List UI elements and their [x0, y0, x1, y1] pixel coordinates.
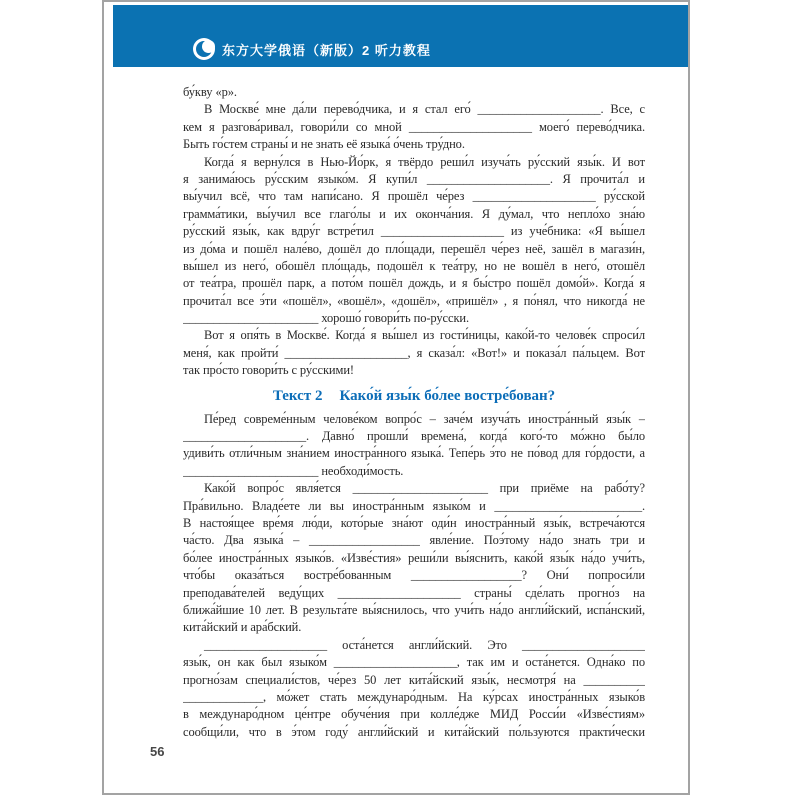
text-line: ______________________ хорошо́ говори́ть по-ру́сски. [183, 311, 470, 326]
book-page [102, 0, 690, 795]
text-line: прогно́зам специали́стов, че́рез 50 лет кита́йский язы́к, несмотря́ на __________ [183, 672, 645, 687]
section-heading-title: Како́й язы́к бо́лее востре́бован? [339, 387, 556, 404]
text-line: вы́учил всё, что там напи́сано. Я прошёл че́рез ____________________ ру́сской [183, 189, 645, 204]
text-line: Пра́вильно. Владе́ете ли вы иностра́нным языко́м и ________________________. [183, 498, 645, 513]
text-line: преподава́телей веду́щих ____________________ страны́ сде́лать прогно́з на [183, 585, 645, 600]
page-text-content [183, 84, 645, 741]
text-line: сообщи́ли, что в э́том году́ англи́йский и кита́йский по́льзуются практи́чески [183, 724, 645, 739]
text-line: ______________________ необходи́мость. [183, 463, 404, 478]
text-line: ру́сский язы́к, как вдру́г встре́тил ____________________ из уче́бника: «Я вы́шел [183, 224, 645, 239]
text-line: что́бы оказа́ться востре́бованным __________________? Они́ попроси́ли [183, 568, 645, 583]
text-line: Быть го́стем страны́ и не знать её языка́ о́чень тру́дно. [183, 137, 465, 152]
section-heading [183, 383, 645, 409]
book-series-title: 东方大学俄语（新版）2 听力教程 [222, 43, 431, 58]
text-line: кем я разгова́ривал, говори́ли со мной ____________________ моего́ перево́дчика. [183, 119, 645, 134]
text-line: я занима́юсь ру́сским языко́м. Я купи́л ____________________. Я прочита́л и [183, 171, 645, 186]
text-line: от теа́тра, прошёл парк, а пото́м пошёл дождь, и я бы́стро пошёл домо́й». Когда́ я [183, 276, 645, 291]
text-line: кита́йский и ара́бский. [183, 620, 302, 635]
text-line: Когда́ я верну́лся в Нью-Йо́рк, я твёрдо реши́л изуча́ть ру́сский язы́к. И вот [204, 154, 645, 169]
text-line: бо́лее иностра́нных языко́в. «Изве́стия» реши́ли вы́яснить, како́й язы́к на́до учи́ть, [183, 550, 645, 565]
text-line: меня́, как пройти́ ____________________, я сказа́л: «Вот!» и показа́л па́льцем. Вот [183, 345, 645, 360]
text1-passage [183, 84, 645, 380]
text-line: _____________, мо́жет стать междунаро́дным. На ку́рсах иностра́нных языко́в [183, 689, 645, 704]
text-line: грамма́тики, вы́учил все глаго́лы и их оконча́ния. Я ду́мал, что непло́хо зна́ю [183, 206, 645, 221]
text-line: удиви́ть отли́чным зна́нием иностра́нного языка́. Тепе́рь э́то не по́вод для го́рдости, а [183, 446, 645, 461]
text-line: вы́шел из него́, обошёл пло́щадь, подошёл к теа́тру, но не вошёл в него́, отошёл [183, 258, 645, 273]
page-number: 56 [150, 744, 165, 759]
text-line: Вот я опя́ть в Москве́. Когда́ я вы́шел из гости́ницы, како́й-то челове́к спроси́л [204, 328, 645, 343]
crescent-moon-logo-icon [193, 38, 215, 60]
text-line: ближа́йшие 10 лет. В результа́те вы́яснилось, что учи́ть на́до англи́йский, испа́нский, [183, 602, 645, 617]
text2-passage [183, 411, 645, 741]
logo-crescent-cutout [202, 40, 215, 53]
text-line: В Москве́ мне да́ли перево́дчика, и я стал его́ ____________________. Все, с [204, 102, 645, 117]
text-line: ____________________ оста́нется англи́йский. Это ____________________ [204, 637, 645, 652]
text-line: ча́сто. Два языка́ – __________________ явле́ние. Поэ́тому на́до знать три и [183, 533, 645, 548]
text-line: В настоя́щее вре́мя лю́ди, кото́рые зна́ют оди́н иностра́нный язы́к, встреча́ются [183, 515, 645, 530]
text-line: язы́к, он как был языко́м ____________________, так им и оста́нется. Одна́ко по [183, 655, 645, 670]
page-header-bar [113, 5, 688, 67]
text-line: прочита́л все э́ти «пошёл», «вошёл», «дошёл», «пришёл» , я по́нял, что никогда́ не [183, 293, 645, 308]
text-line: из до́ма и пошёл нале́во, дошёл до пло́щади, перешёл че́рез неё, зашёл в магази́н, [183, 241, 645, 256]
text-line: так про́сто говори́ть с ру́сскими! [183, 363, 354, 378]
text-line: бу́кву «р». [183, 85, 237, 99]
section-heading-label: Текст 2 [272, 387, 323, 404]
text-line: в междунаро́дном це́нтре обуче́ния при колле́дже МИД Росси́и «Изве́стиям» [183, 707, 645, 722]
text-line: Пе́ред совреме́нным челове́ком вопро́с – заче́м изуча́ть иностра́нный язы́к – [204, 411, 645, 426]
text-line: Како́й вопро́с явля́ется ______________________ при приёме на рабо́ту? [204, 481, 645, 496]
text-line: ____________________. Давно́ прошли́ времена́, когда́ кого́-то мо́жно бы́ло [183, 429, 645, 444]
